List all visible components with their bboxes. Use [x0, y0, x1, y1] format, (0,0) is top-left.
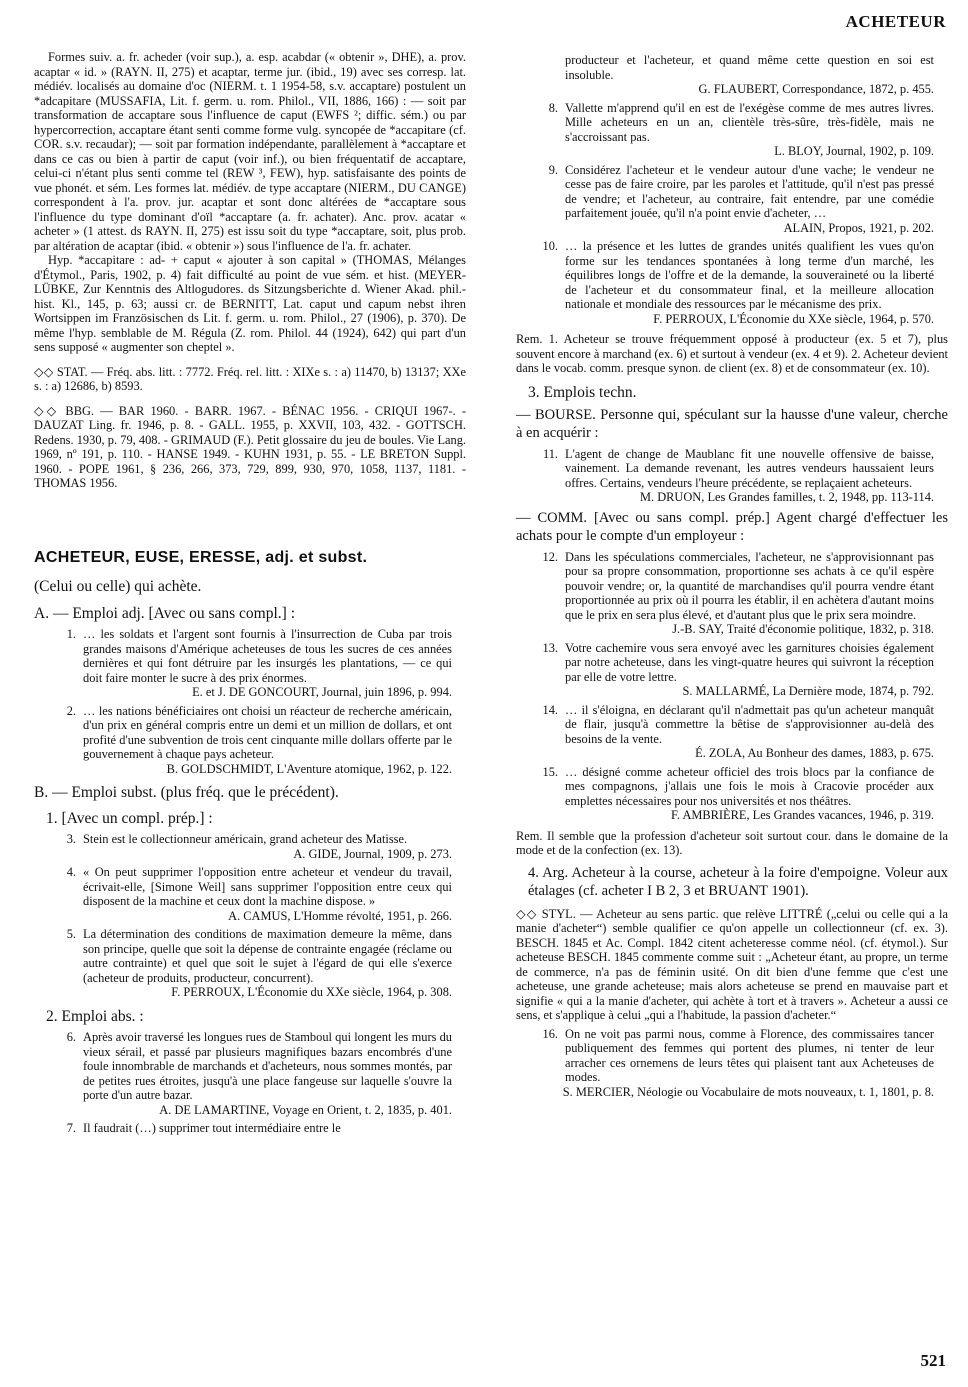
example [516, 163, 948, 221]
styl-paragraph: ◇◇ STYL. — Acheteur au sens partic. que relève LITTRÉ („celui ou celle qui a la manie d'acheter“) semble qualifier ce qu'on appelle un collectionneur (cf. ex. 3). BESCH. 1845 et Ac. Compl. 1842 citent acheteresse comme néol. (cf. étymol.). Sur acheteuse BESCH. 1845 commente comme suit : „Acheteur étant, au propre, un terme de commerce, n'a pas de féminin usité. On dit bien d'une femme que c'est une acheteuse, une grande acheteuse; mais alors acheteuse se prend en mauvaise part et signifie « qui a la manie d'acheter, qui achète à tort et à travers ». Acheteur a aussi ce sens, et s'applique à celui „qui a l'habitude, la passion d'acheter.“ [516, 906, 948, 1023]
example [34, 1121, 466, 1136]
etymology-paragraph: Formes suiv. a. fr. acheder (voir sup.), a. esp. acabdar (« obtenir », DHE), a. prov. acaptar « id. » (RAYN. II, 275) et acaptar, terme jur. (ibid., 19) avec ses corresp. lat. médiév. localisés au domaine d'oc (NIERM. t. 1 1954-58, s.v. accaptare) postulent un *adcapitare (MUSSAFIA, Lit. f. germ. u. rom. Philol., VII, 1886, 166) : — soit par transformation de accaptare sous l'influence de caput (EWFS ²; diffic. sém.) ou par hypercorrection, accaptare étant senti comme forme vulg. syncopée de *accapitare (cf. COR. s.v. recaudar); — soit par formation indépendante, parallèlement à *accaptare et dans ce cas ou bien à partir de caput (voir inf.), ou bien fréquentatif de accaptare, celui-ci n'étant plus senti comme tel (REW ³, FEW), hyp. satisfaisante des points de vue phonét. et sém. Les formes lat. médiév. de type accaptare (NIERM., DU CANGE) correspondent à l'a. prov. jur. acaptar et sont donc altérées de *accaptare sous l'influence du type dominant d'oïl *accaptare (a. fr. achater). Anc. prov. acatar « acheter » (1 attest. ds RAYN. II, 275) est issu soit du type *accaptare, soit, plus prob. par altération de acaptar (ibid. « obtenir ») sous l'influence de l'a. fr. achater. [34, 50, 466, 253]
example [516, 239, 948, 312]
example [34, 1030, 466, 1103]
example-number: 2. [66, 703, 76, 718]
entry-headword: ACHETEUR, EUSE, ERESSE, adj. et subst. [34, 548, 368, 566]
example-citation: L. BLOY, Journal, 1902, p. 109. [774, 144, 934, 158]
example-text: « On peut supprimer l'opposition entre acheteur et vendeur du travail, écrivait-elle, [Simone Weil] sans supprimer l'opposition entre ceux qui disposent de la machine et ceux dont la machine dispose. » [83, 865, 452, 909]
example [516, 765, 948, 809]
bbg-paragraph: ◇◇ BBG. — BAR 1960. - BARR. 1967. - BÉNAC 1956. - CRIQUI 1967-. - DAUZAT Ling. fr. 1946, p. 8. - GALL. 1955, p. XXVII, 103, 432. - GOTTSCH. Redens. 1930, p. 79, 408. - GRIMAUD (F.). Petit glossaire du jeu de boules. Vie Lang. 1969, nº 191, p. 110. - HANSE 1949. - KUHN 1931, p. 55. - LE BRETON Suppl. 1960. - POPE 1961, § 236, 266, 373, 729, 899, 930, 970, 1058, 1137, 1181. - THOMAS 1956. [34, 403, 466, 490]
example-citation: G. FLAUBERT, Correspondance, 1872, p. 455. [698, 82, 934, 96]
example-text: La détermination des conditions de maximation demeure la même, dans son principe, quelle que soit la dépense de contrainte engagée (réclame ou autre contrainte) et quel que soit le sujet à l'égard de qui elle s'exerce (acheteur de produits, producteur, concurrent). [83, 927, 452, 985]
example [516, 641, 948, 685]
example [516, 1027, 948, 1085]
example-text: On ne voit pas parmi nous, comme à Florence, des commissaires tancer publiquement des femmes qui portent des plumes, ni tenter de leur arracher ces ornemens de leurs têtes qui plaisent tant aux Acheteuses de modes. [565, 1026, 934, 1085]
example-citation: E. et J. DE GONCOURT, Journal, juin 1896, p. 994. [192, 685, 452, 700]
example-text: L'agent de change de Maublanc fit une nouvelle offensive de baisse, vainement. La demande revenant, les autres vendeurs haussaient leurs offres. Certains, vendeurs l'heure précédente, se replaçaient acheteurs. [565, 446, 934, 490]
example-citation: F. AMBRIÈRE, Les Grandes vacances, 1946, p. 319. [671, 808, 934, 823]
example-number: 9. [548, 162, 558, 177]
example-number: 4. [66, 865, 76, 880]
stat-paragraph: ◇◇ STAT. — Fréq. abs. litt. : 7772. Fréq. rel. litt. : XIXe s. : a) 11470, b) 13137; XXe s. : a) 12686, b) 8593. [34, 364, 466, 393]
example-number: 14. [542, 702, 558, 717]
example-citation: ALAIN, Propos, 1921, p. 202. [783, 220, 934, 235]
example-text: producteur et l'acheteur, et quand même cette question en soi est insoluble. [565, 53, 934, 82]
example [34, 627, 466, 685]
page-number: 521 [920, 1351, 946, 1370]
example-number: 5. [66, 927, 76, 942]
comm-definition: — COMM. [Avec ou sans compl. prép.] Agent chargé d'effectuer les achats pour le compte d'un employeur : [516, 509, 948, 545]
section-a-heading: A. — Emploi adj. [Avec ou sans compl.] : [34, 605, 296, 623]
definition: (Celui ou celle) qui achète. [34, 578, 202, 596]
example-text: Après avoir traversé les longues rues de Stamboul qui longent les murs du vieux sérail, et passé par plusieurs magnifiques bazars encombrés d'une foule innombrable de marchands et d'acheteurs, nous sommes montés, par de petites rues étroites, jusqu'à une place fangeuse sur laquelle s'ouvre la porte d'un autre bazar. [83, 1030, 452, 1103]
subsection-b1-heading: 1. [Avec un compl. prép.] : [46, 810, 213, 828]
remark: Rem. Il semble que la profession d'acheteur soit surtout cour. dans le domaine de la mode et de la confection (ex. 13). [516, 828, 948, 858]
example-citation: A. DE LAMARTINE, Voyage en Orient, t. 2, 1835, p. 401. [159, 1102, 452, 1117]
example-number: 12. [542, 549, 558, 564]
example [34, 865, 466, 909]
example-text: … les soldats et l'argent sont fournis à l'insurrection de Cuba par trois grandes maisons d'Amérique acheteuses de tous les sucres de ces années dernières et qui font détruire par les insurgés les plantations, — ce qui doit faire monter le sucre à des prix énormes. [83, 627, 452, 685]
example-text: … la présence et les luttes de grandes unités qualifient les vues qu'on forme sur les tendances spontanées à long terme d'un marché, les équilibres longs de l'offre et de la demande, la souveraineté ou la liberté de l'acheteur et du consommateur final, et la meilleure allocation nationale et mondiale des ressources par le mécanisme des prix. [565, 239, 934, 311]
example-text: … il s'éloigna, en déclarant qu'il n'admettait pas qu'un acheteur manquât de flair, jusqu'à commettre la bêtise de s'approvisionner au-delà des besoins de la vente. [565, 702, 934, 746]
example [34, 832, 466, 847]
example-continuation [516, 53, 948, 82]
example-citation: É. ZOLA, Au Bonheur des dames, 1883, p. 675. [695, 746, 934, 761]
subsection-3-heading: 3. Emplois techn. [528, 383, 637, 401]
example-citation: F. PERROUX, L'Économie du XXe siècle, 1964, p. 308. [171, 985, 452, 1000]
example-text: Stein est le collectionneur américain, grand acheteur des Matisse. [83, 832, 408, 847]
example [516, 447, 948, 491]
example-text: Dans les spéculations commerciales, l'acheteur, ne s'approvisionnant pas pour sa propre consommation, proportionne ses achats à ce qu'il espère pouvoir vendre; or, la quantité de marchandises qu'il pourra vendre étant proportionnée au prix où il pourra les établir, il en achètera d'autant moins que le prix en sera plus élevé, et d'autant plus que le prix sera moindre. [565, 549, 934, 622]
section-b-heading: B. — Emploi subst. (plus fréq. que le précédent). [34, 784, 339, 802]
example-number: 7. [66, 1121, 76, 1136]
example-citation: B. GOLDSCHMIDT, L'Aventure atomique, 1962, p. 122. [166, 761, 452, 776]
example-citation: F. PERROUX, L'Économie du XXe siècle, 1964, p. 570. [653, 311, 934, 326]
left-column [34, 50, 466, 1136]
example-number: 13. [542, 640, 558, 655]
example-text: Vallette m'apprend qu'il en est de l'exégèse comme de mes autres livres. Mille acheteurs en un an, clientèle très-sûre, très-fidèle, mais ne s'accroissant pas. [565, 100, 934, 144]
example-number: 6. [66, 1030, 76, 1045]
example-citation: S. MALLARMÉ, La Dernière mode, 1874, p. 792. [682, 684, 934, 699]
example-number: 15. [542, 764, 558, 779]
example-citation: M. DRUON, Les Grandes familles, t. 2, 1948, pp. 113-114. [639, 490, 934, 505]
example-citation: A. CAMUS, L'Homme révolté, 1951, p. 266. [228, 908, 452, 923]
example [516, 703, 948, 747]
running-head: ACHETEUR [845, 12, 946, 31]
example-number: 16. [542, 1026, 558, 1041]
example-text: Considérez l'acheteur et le vendeur autour d'une vache; le vendeur ne cesse pas de faire croire, par les paroles et l'attitude, qu'il n'est pas pressé de vendre; et l'acheteur, au contraire, fait entendre, par une comédie parfaitement jouée, qu'il n'a point envie d'acheter, … [565, 162, 934, 220]
etymology-paragraph: Hyp. *accapitare : ad- + caput « ajouter à son capital » (THOMAS, Mélanges d'Étymol., Paris, 1902, p. 4) fait difficulté au point de vue sém. et hist. (MEYER-LÜBKE, Zur Kenntnis des Altlogudores. ds Sitzungsberichte d. Wiener Akad. phil.-hist. Kl., 145, p. 63; aussi cr. de BERNITT, Lat. caput und capum nebst ihren Wortsippen im Französischen ds Lit. f. germ. u. rom. Philol., 27 (1906), p. 370). De même l'hyp. semblable de M. Régula (Z. rom. Philol. 44 (1924), 642) qui part d'un sens supposé « augmenter son cheptel ». [34, 253, 466, 354]
example [34, 927, 466, 985]
example [516, 101, 948, 145]
example [516, 550, 948, 623]
example-number: 10. [542, 239, 558, 253]
example-text: … désigné comme acheteur officiel des trois blocs par la confiance de mes compagnons, j'allais une fois le mois à Cracovie procéder aux emplettes nécessaires pour nos universités et nos théâtres. [565, 764, 934, 808]
example-number: 11. [542, 446, 558, 461]
subsection-4-heading: 4. Arg. Acheteur à la course, acheteur à la foire d'empoigne. Voleur aux étalages (cf. acheter I B 2, 3 et BRUANT 1901). [528, 864, 948, 900]
example-citation: A. GIDE, Journal, 1909, p. 273. [293, 846, 452, 861]
bourse-definition: — BOURSE. Personne qui, spéculant sur la hausse d'une valeur, cherche à en acquérir : [516, 406, 948, 442]
right-column [516, 50, 948, 1103]
example-citation: S. MERCIER, Néologie ou Vocabulaire de mots nouveaux, t. 1, 1801, p. 8. [562, 1084, 934, 1099]
example-text: … les nations bénéficiaires ont choisi un réacteur de recherche américain, d'un prix en général compris entre un demi et un million de dollars, et ont profité d'une subvention de trois cent cinquante mille dollars offerte par le gouvernement à chaque pays acheteur. [83, 703, 452, 762]
example [34, 704, 466, 762]
example-number: 3. [66, 832, 76, 847]
example-text: Il faudrait (…) supprimer tout intermédiaire entre le [83, 1121, 341, 1136]
example-number: 1. [66, 627, 76, 642]
example-citation: J.-B. SAY, Traité d'économie politique, 1832, p. 318. [672, 622, 934, 637]
subsection-b2-heading: 2. Emploi abs. : [46, 1007, 144, 1025]
remark: Rem. 1. Acheteur se trouve fréquemment opposé à producteur (ex. 5 et 7), plus souvent encore à marchand (ex. 6) et surtout à vendeur (ex. 4 et 9). 2. Acheteur devient dans le vocab. comm. presque synon. de client (ex. 8) et de consommateur (ex. 10). [516, 332, 948, 375]
example-text: Votre cachemire vous sera envoyé avec les garnitures choisies également par notre acheteuse, dans les vingt-quatre heures qui suivront la réception par elle de votre lettre. [565, 640, 934, 684]
example-number: 8. [548, 100, 558, 115]
